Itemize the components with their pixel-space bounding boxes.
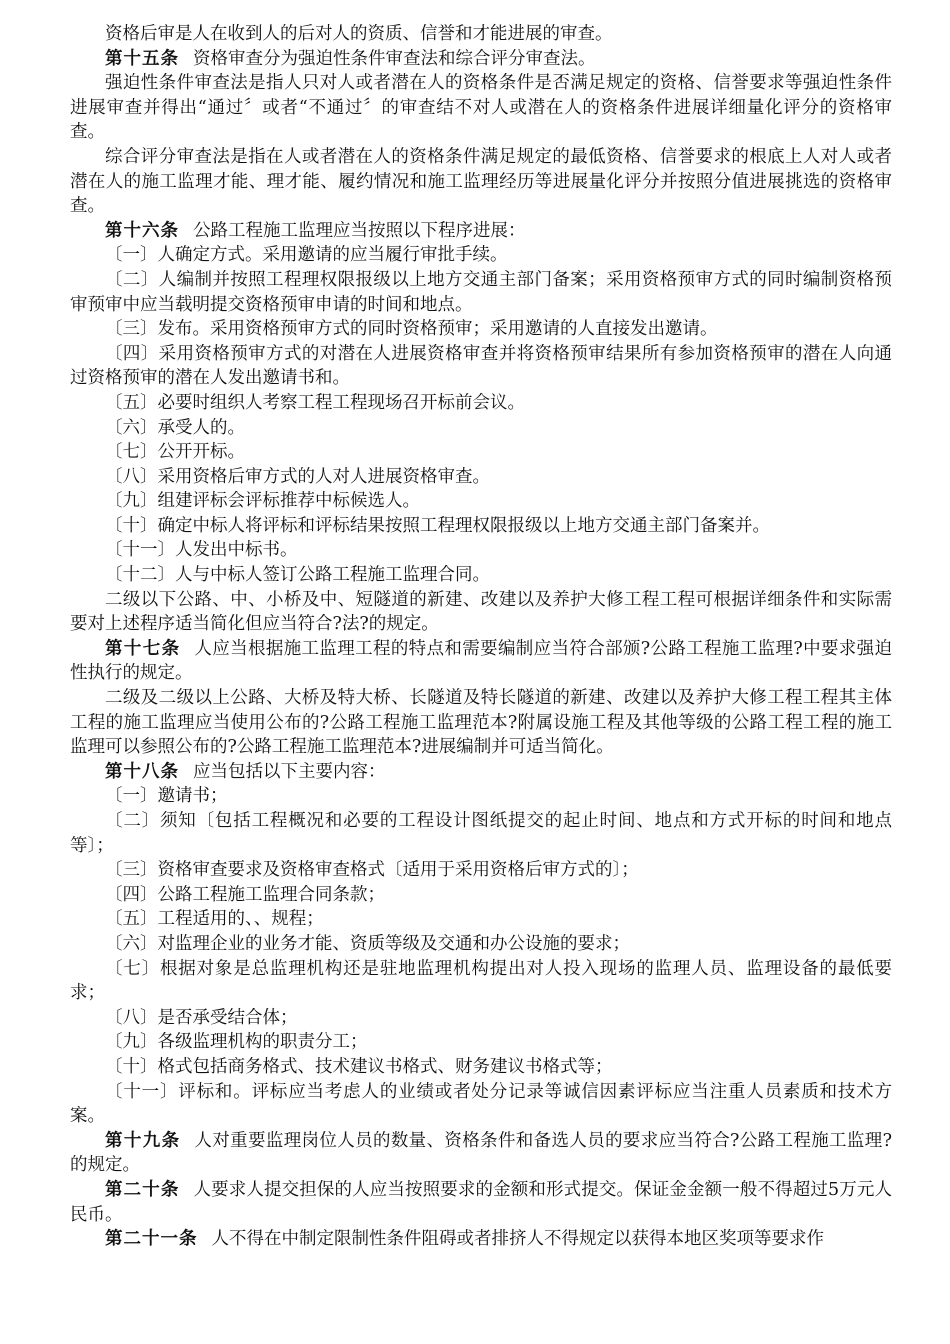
paragraph-text: 二级以下公路、中、小桥及中、短隧道的新建、改建以及养护大修工程工程可根据详细条件和实际需要对上述程序适当简化但应当符合?法?的规定。 bbox=[70, 589, 892, 635]
paragraph-text: 公路工程施工监理应当按照以下程序进展： bbox=[193, 220, 526, 241]
paragraph bbox=[70, 145, 892, 219]
paragraph-text: 〔五〕必要时组织人考察工程工程现场召开标前会议。 bbox=[105, 392, 525, 413]
paragraph-text: 〔十二〕人与中标人签订公路工程施工监理合同。 bbox=[105, 565, 490, 586]
paragraph-text: 〔九〕组建评标会评标推荐中标候选人。 bbox=[105, 491, 420, 512]
paragraph bbox=[70, 538, 892, 563]
paragraph-text: 〔三〕资格审查要求及资格审查格式〔适用于采用资格后审方式的〕； bbox=[105, 860, 639, 881]
paragraph-text: 〔十一〕人发出中标书。 bbox=[105, 540, 298, 561]
article-heading: 第十六条 bbox=[105, 220, 179, 241]
paragraph bbox=[70, 588, 892, 637]
paragraph-text: 人要求人提交担保的人应当按照要求的金额和形式提交。保证金金额一般不得超过5万元人民币。 bbox=[70, 1179, 892, 1225]
paragraph-text: 〔一〕人确定方式。采用邀请的应当履行审批手续。 bbox=[105, 245, 508, 266]
paragraph-text: 〔十〕确定中标人将评标和评标结果按照工程理权限报级以上地方交通主部门备案并。 bbox=[105, 515, 770, 536]
paragraph bbox=[70, 957, 892, 1006]
paragraph-text: 资格后审是人在收到人的后对人的资质、信誉和才能进展的审查。 bbox=[105, 24, 613, 44]
paragraph bbox=[70, 440, 892, 465]
paragraph bbox=[70, 268, 892, 317]
paragraph-text: 〔八〕是否承受结合体； bbox=[105, 1007, 298, 1028]
paragraph bbox=[70, 489, 892, 514]
paragraph-text: 〔三〕发布。采用资格预审方式的同时资格预审；采用邀请的人直接发出邀请。 bbox=[105, 319, 718, 340]
paragraph-text: 〔五〕工程适用的、、规程； bbox=[105, 909, 324, 930]
article-heading: 第十五条 bbox=[105, 48, 179, 69]
document-page bbox=[70, 22, 892, 1252]
paragraph-text: 〔七〕公开开标。 bbox=[105, 442, 245, 463]
paragraph-text: 〔八〕采用资格后审方式的人对人进展资格审查。 bbox=[105, 466, 490, 487]
paragraph-text: 人不得在中制定限制性条件阻碍或者排挤人不得规定以获得本地区奖项等要求作 bbox=[211, 1229, 824, 1250]
paragraph bbox=[70, 563, 892, 588]
paragraph-text: 二级及二级以上公路、大桥及特大桥、长隧道及特长隧道的新建、改建以及养护大修工程工程其主体工程的施工监理应当使用公布的?公路工程施工监理范本?附属设施工程及其他等级的公路工程工程的施工监理可以参照公布的?公路工程施工监理范本?进展编制并可适当简化。 bbox=[70, 688, 892, 758]
paragraph bbox=[70, 1030, 892, 1055]
paragraph-text: 〔十一〕评标和。评标应当考虑人的业绩或者处分记录等诚信因素评标应当注重人员素质和技术方案。 bbox=[70, 1081, 892, 1127]
paragraph-text: 〔十〕格式包括商务格式、技术建议书格式、财务建议书格式等； bbox=[105, 1056, 613, 1077]
article-heading: 第十七条 bbox=[105, 638, 181, 659]
paragraph-text: 〔七〕根据对象是总监理机构还是驻地监理机构提出对人投入现场的监理人员、监理设备的最低要求； bbox=[70, 958, 892, 1004]
paragraph-text: 〔九〕各级监理机构的职责分工； bbox=[105, 1032, 368, 1053]
paragraph-text: 资格审查分为强迫性条件审查法和综合评分审查法。 bbox=[193, 48, 596, 69]
paragraph bbox=[70, 637, 892, 686]
paragraph bbox=[70, 416, 892, 441]
paragraph bbox=[70, 391, 892, 416]
paragraph-text: 〔一〕邀请书； bbox=[105, 786, 228, 807]
paragraph bbox=[70, 760, 892, 785]
article-heading: 第十九条 bbox=[105, 1130, 181, 1151]
paragraph bbox=[70, 465, 892, 490]
paragraph bbox=[70, 858, 892, 883]
article-heading: 第十八条 bbox=[105, 761, 179, 782]
paragraph-text: 〔四〕公路工程施工监理合同条款； bbox=[105, 884, 385, 905]
paragraph bbox=[70, 686, 892, 760]
paragraph bbox=[70, 317, 892, 342]
paragraph bbox=[70, 71, 892, 145]
paragraph bbox=[70, 1178, 892, 1227]
paragraph bbox=[70, 342, 892, 391]
paragraph bbox=[70, 22, 892, 47]
paragraph bbox=[70, 219, 892, 244]
paragraph bbox=[70, 1006, 892, 1031]
paragraph bbox=[70, 932, 892, 957]
paragraph-text: 人应当根据施工监理工程的特点和需要编制应当符合部颁?公路工程施工监理?中要求强迫性执行的规定。 bbox=[70, 638, 893, 684]
paragraph-text: 〔六〕承受人的。 bbox=[105, 417, 245, 438]
paragraph bbox=[70, 1080, 892, 1129]
article-heading: 第二十条 bbox=[105, 1179, 180, 1200]
paragraph-text: 〔六〕对监理企业的业务才能、资质等级及交通和办公设施的要求； bbox=[105, 933, 630, 954]
paragraph bbox=[70, 1129, 892, 1178]
paragraph-text: 〔二〕人编制并按照工程理权限报级以上地方交通主部门备案；采用资格预审方式的同时编制资格预审预审中应当载明提交资格预审申请的时间和地点。 bbox=[70, 269, 892, 315]
paragraph bbox=[70, 514, 892, 539]
paragraph bbox=[70, 243, 892, 268]
paragraph bbox=[70, 883, 892, 908]
paragraph-text: 综合评分审查法是指在人或者潜在人的资格条件满足规定的最低资格、信誉要求的根底上人对人或者潜在人的施工监理才能、理才能、履约情况和施工监理经历等进展量化评分并按照分值进展挑选的资格审查。 bbox=[70, 146, 892, 217]
paragraph bbox=[70, 47, 892, 72]
paragraph bbox=[70, 1055, 892, 1080]
paragraph-text: 〔四〕采用资格预审方式的对潜在人进展资格审查并将资格预审结果所有参加资格预审的潜在人向通过资格预审的潜在人发出邀请书和。 bbox=[70, 343, 892, 389]
paragraph bbox=[70, 1227, 892, 1252]
paragraph-text: 〔二〕须知〔包括工程概况和必要的工程设计图纸提交的起止时间、地点和方式开标的时间和地点等〕； bbox=[70, 811, 892, 856]
paragraph-text: 人对重要监理岗位人员的数量、资格条件和备选人员的要求应当符合?公路工程施工监理?的规定。 bbox=[70, 1130, 893, 1176]
paragraph-text: 应当包括以下主要内容： bbox=[193, 761, 386, 782]
paragraph bbox=[70, 784, 892, 809]
article-heading: 第二十一条 bbox=[105, 1229, 198, 1250]
paragraph bbox=[70, 809, 892, 858]
paragraph bbox=[70, 907, 892, 932]
paragraph-text: 强迫性条件审查法是指人只对人或者潜在人的资格条件是否满足规定的资格、信誉要求等强迫性条件进展审查并得出“通过〞或者“不通过〞的审查结不对人或潜在人的资格条件进展详细量化评分的资格审查。 bbox=[70, 73, 892, 143]
